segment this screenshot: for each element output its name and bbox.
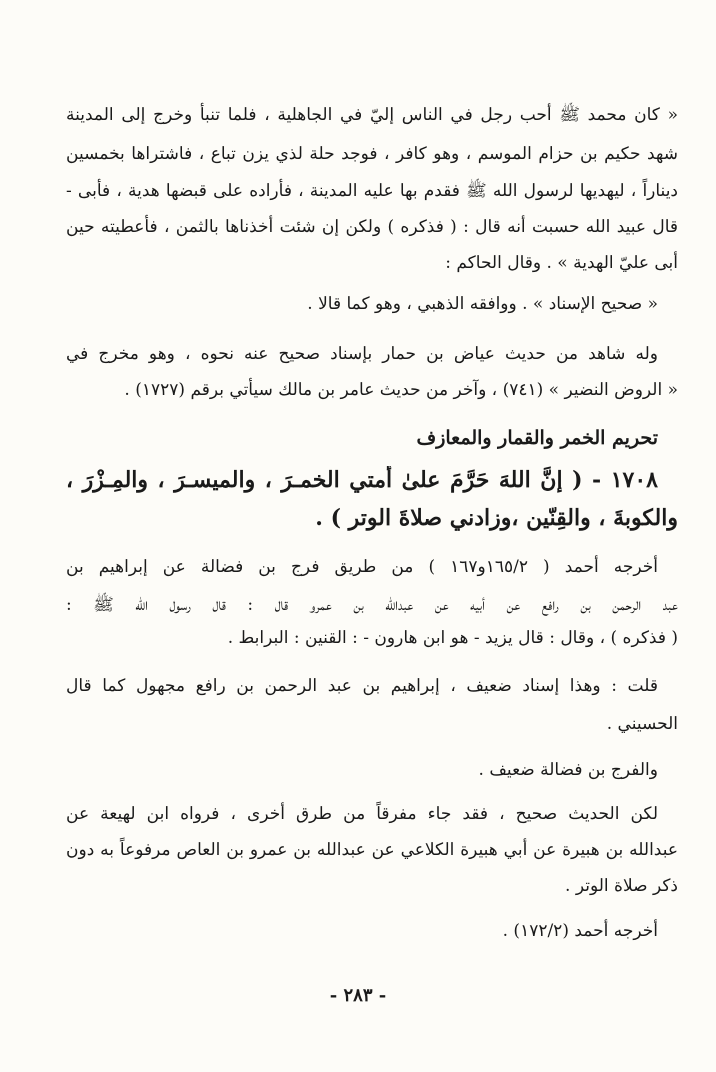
hadith-text: والكوبةَ ، والقِنّين ،وزادني صلاةَ الوتر ) .: [315, 505, 678, 531]
text-line: أبى عليّ الهدية » . وقال الحاكم :: [445, 253, 678, 273]
text-line: ديناراً ، ليهديها لرسول الله ﷺ فقدم بها عليه المدينة ، فأراده على قبضها هدية ، فأبى -: [66, 181, 678, 201]
text-line: عبدالله بن هبيرة عن أبي هبيرة الكلاعي عن عبدالله بن عمرو بن العاص مرفوعاً به دون: [66, 840, 678, 860]
section-heading: تحريم الخمر والقمار والمعازف: [416, 427, 658, 449]
text-line: ( فذكره ) ، وقال : قال يزيد - هو ابن هارون - : القنين : البرابط .: [227, 628, 678, 648]
text-line: أخرجه أحمد ( ١٦٥/٢و١٦٧ ) من طريق فرج بن فضالة عن إبراهيم بن: [66, 557, 658, 577]
text-line: أخرجه أحمد (١٧٢/٢) .: [502, 921, 658, 941]
text-line: ذكر صلاة الوتر .: [565, 876, 678, 896]
text-line: وله شاهد من حديث عياض بن حمار بإسناد صحيح عنه نحوه ، وهو مخرج في: [66, 344, 658, 364]
text-line: « كان محمد ﷺ أحب رجل في الناس إليّ في الجاهلية ، فلما تنبأ وخرج إلى المدينة: [66, 105, 678, 125]
page-number: - ٢٨٣ -: [329, 985, 387, 1006]
text-line: قلت : وهذا إسناد ضعيف ، إبراهيم بن عبد الرحمن بن رافع مجهول كما قال: [66, 676, 658, 696]
text-line: شهد حكيم بن حزام الموسم ، وهو كافر ، فوجد حلة لذي يزن تباع ، فاشتراها بخمسين: [66, 144, 678, 164]
hadith-text: ١٧٠٨ - ( إنَّ اللهَ حَرَّمَ علىٰ أمتي الخمـرَ ، والميسـرَ ، والمِـزْرَ ،: [66, 467, 658, 493]
text-line: لكن الحديث صحيح ، فقد جاء مفرقاً من طرق أخرى ، فرواه ابن لهيعة عن: [66, 804, 658, 824]
text-line: والفرج بن فضالة ضعيف .: [478, 760, 658, 780]
text-line: « الروض النضير » (٧٤١) ، وآخر من حديث عامر بن مالك سيأتي برقم (١٧٢٧) .: [124, 380, 678, 400]
text-line: الحسيني .: [606, 714, 678, 734]
text-line: قال عبيد الله حسبت أنه قال : ( فذكره ) ولكن إن شئت أخذناها بالثمن ، فأعطيته حين: [66, 217, 678, 237]
quote-line: « صحيح الإسناد » . ووافقه الذهبي ، وهو كما قالا .: [307, 294, 658, 314]
text-line: عبد الرحمن بن رافع عن أبيه عن عبدالله بن عمرو قال : قال رسول الله ﷺ :: [66, 595, 678, 615]
